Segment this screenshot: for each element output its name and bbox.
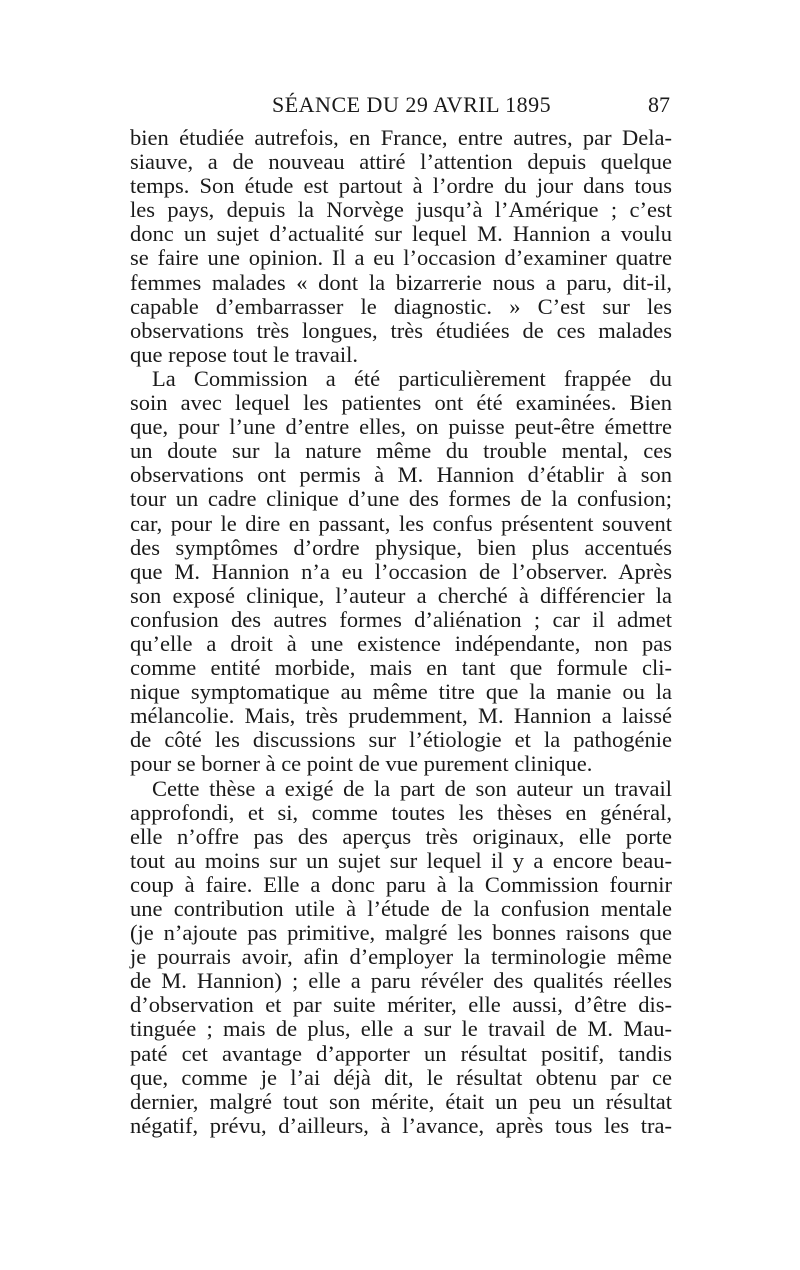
text-line: paté cet avantage d’apporter un résultat positif, tandis	[130, 1040, 672, 1066]
paragraph	[130, 367, 672, 777]
text-line: observations ont permis à M. Hannion d’établir à son	[130, 462, 672, 488]
text-line: que repose tout le travail.	[130, 341, 359, 367]
body-text	[130, 126, 672, 1138]
paragraph	[130, 126, 672, 367]
text-line: comme entité morbide, mais en tant que formule cli-	[130, 655, 672, 681]
text-line: les pays, depuis la Norvège jusqu’à l’Amérique ; c’est	[130, 197, 672, 223]
page-number: 87	[648, 92, 670, 117]
text-line: mélancolie. Mais, très prudemment, M. Hannion a laissé	[130, 703, 672, 729]
text-line: un doute sur la nature même du trouble mental, ces	[130, 438, 672, 464]
text-line: donc un sujet d’actualité sur lequel M. Hannion a voulu	[130, 221, 672, 247]
text-line: temps. Son étude est partout à l’ordre du jour dans tous	[130, 173, 672, 199]
text-line: observations très longues, très étudiées de ces malades	[130, 317, 672, 343]
text-line: une contribution utile à l’étude de la confusion mentale	[130, 896, 672, 921]
text-line: de côté les discussions sur l’étiologie et la pathogénie	[130, 727, 672, 753]
text-line: pour se borner à ce point de vue purement clinique.	[130, 751, 593, 777]
text-line: nique symptomatique au même titre que la manie ou la	[130, 679, 672, 705]
paragraph	[130, 777, 672, 1138]
text-line: tinguée ; mais de plus, elle a sur le travail de M. Mau-	[130, 1016, 672, 1042]
text-line: des symptômes d’ordre physique, bien plus accentués	[130, 534, 672, 560]
text-line: capable d’embarrasser le diagnostic. » C’est sur les	[130, 293, 672, 319]
text-line: dernier, malgré tout son mérite, était un peu un résultat	[130, 1088, 672, 1114]
text-line: La Commission a été particulièrement frappée du	[152, 365, 672, 391]
text-line: que, pour l’une d’entre elles, on puisse peut-être émettre	[130, 414, 672, 440]
text-line: que M. Hannion n’a eu l’occasion de l’observer. Après	[130, 558, 672, 584]
text-line: car, pour le dire en passant, les confus présentent souvent	[130, 510, 672, 536]
text-line: son exposé clinique, l’auteur a cherché à différencier la	[130, 582, 672, 608]
text-line: Cette thèse a exigé de la part de son auteur un travail	[152, 775, 672, 801]
text-line: soin avec lequel les patientes ont été examinées. Bien	[130, 390, 672, 416]
text-line: qu’elle a droit à une existence indépendante, non pas	[130, 630, 672, 656]
text-line: approfondi, et si, comme toutes les thèses en général,	[130, 799, 672, 825]
text-line: de M. Hannion) ; elle a paru révéler des qualités réelles	[130, 968, 672, 994]
text-line: (je n’ajoute pas primitive, malgré les bonnes raisons que	[130, 920, 672, 946]
text-line: coup à faire. Elle a donc paru à la Commission fournir	[130, 871, 672, 897]
running-head	[130, 92, 670, 120]
text-line: tour un cadre clinique d’une des formes de la confusion;	[130, 486, 672, 512]
text-line: je pourrais avoir, afin d’employer la terminologie même	[130, 944, 672, 970]
text-line: femmes malades « dont la bizarrerie nous a paru, dit-il,	[130, 269, 672, 295]
text-line: négatif, prévu, d’ailleurs, à l’avance, après tous les tra-	[130, 1112, 672, 1138]
running-title: SÉANCE DU 29 AVRIL 1895	[272, 92, 552, 117]
text-line: se faire une opinion. Il a eu l’occasion d’examiner quatre	[130, 245, 672, 271]
text-line: d’observation et par suite mériter, elle aussi, d’être dis-	[130, 992, 672, 1018]
text-line: bien étudiée autrefois, en France, entre autres, par Dela-	[130, 125, 672, 150]
text-line: elle n’offre pas des aperçus très originaux, elle porte	[130, 823, 672, 849]
text-line: confusion des autres formes d’aliénation ; car il admet	[130, 606, 672, 632]
text-line: que, comme je l’ai déjà dit, le résultat obtenu par ce	[130, 1064, 672, 1090]
text-line: siauve, a de nouveau attiré l’attention depuis quelque	[130, 149, 672, 175]
text-line: tout au moins sur un sujet sur lequel il y a encore beau-	[130, 847, 672, 873]
